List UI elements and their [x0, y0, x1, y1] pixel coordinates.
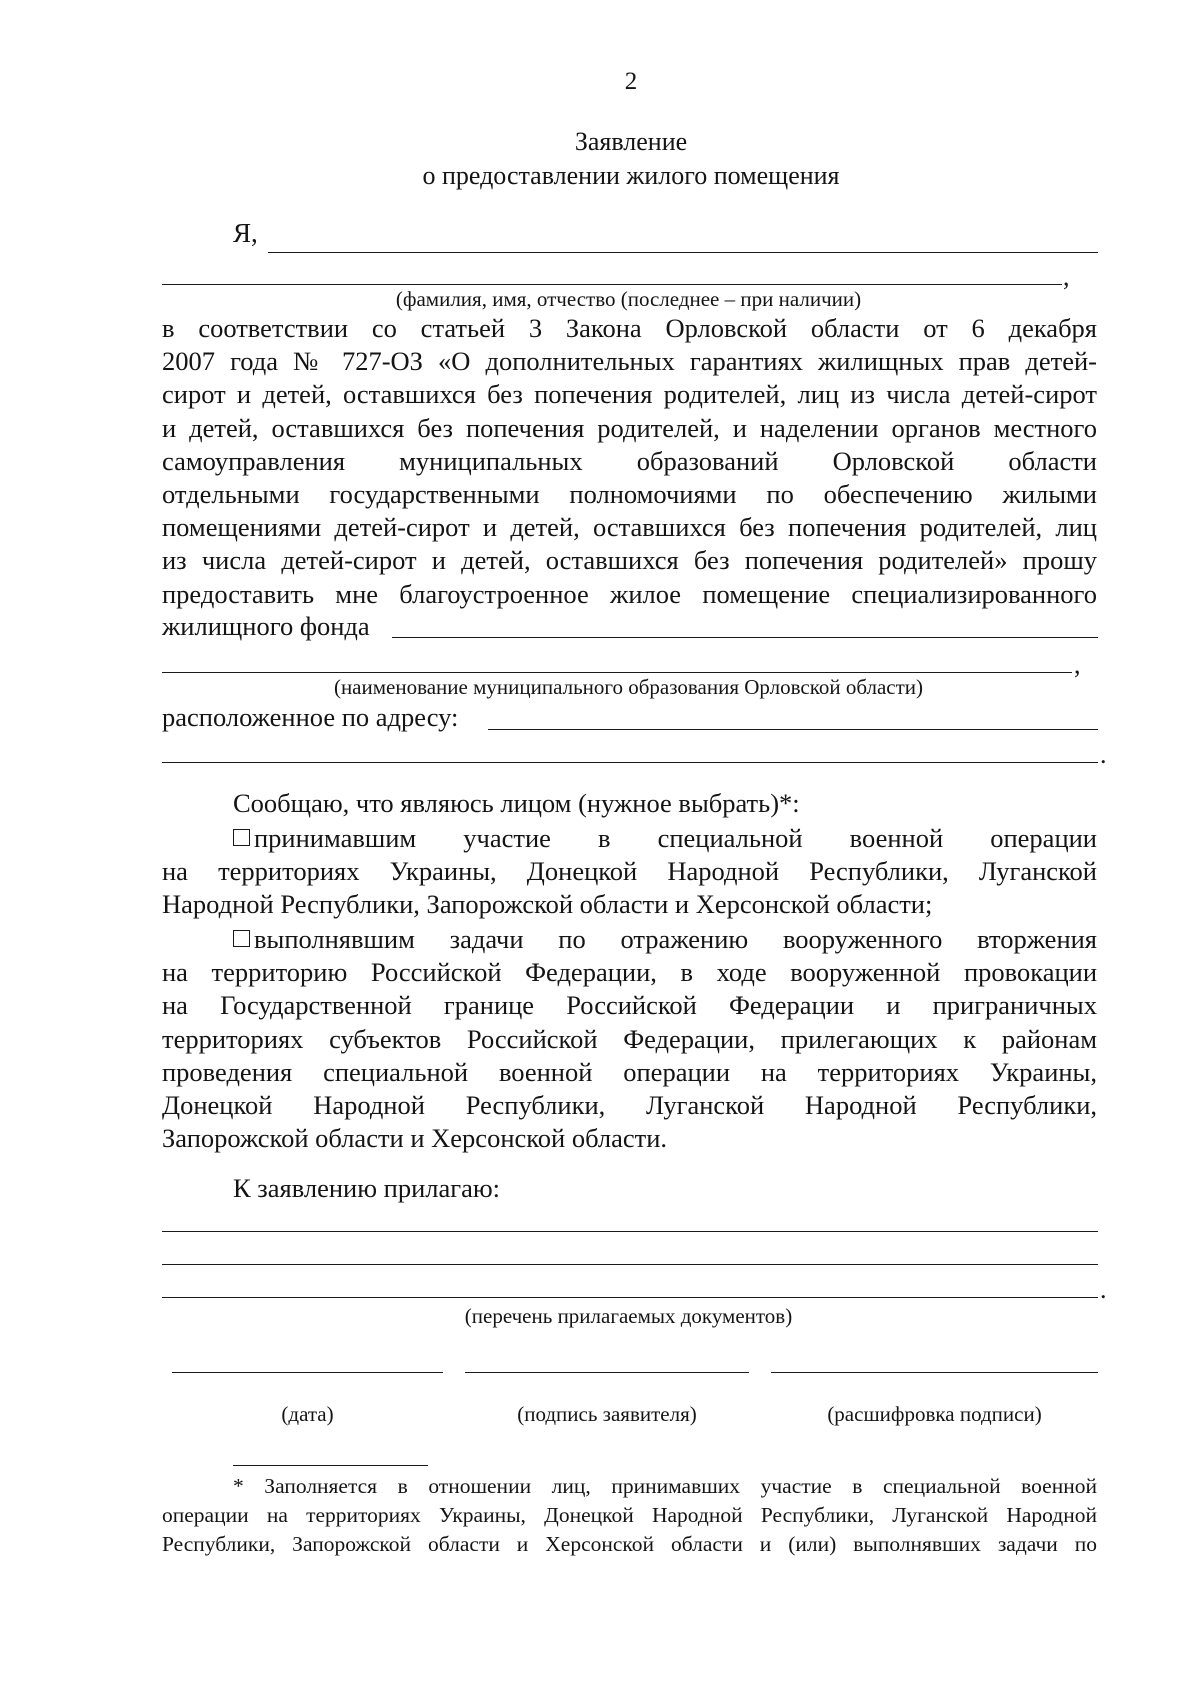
- footnote-line: Республики, Запорожской области и Херсонской области и (или) выполнявших задачи по: [162, 1532, 1097, 1556]
- option-1-line: на территориях Украины, Донецкой Народной Республики, Луганской: [162, 856, 1097, 887]
- body-line: самоуправления муниципальных образований Орловской области: [162, 445, 1097, 476]
- body-line: помещениями детей-сирот и детей, оставшихся без попечения родителей, лиц: [162, 512, 1097, 543]
- option-2-line: проведения специальной военной операции на территориях Украины,: [162, 1056, 1097, 1087]
- document-title: Заявление: [574, 127, 688, 156]
- signature-caption: (подпись заявителя): [517, 1402, 697, 1426]
- signature-decoding-field[interactable]: [771, 1372, 1098, 1373]
- option-2-line: на территорию Российской Федерации, в ходе вооруженной провокации: [162, 957, 1097, 988]
- option-2-line: Запорожской области и Херсонской области.: [162, 1123, 668, 1154]
- attachments-field-line2[interactable]: [162, 1264, 1098, 1265]
- attachments-period: .: [1100, 1275, 1107, 1304]
- fund-label: жилищного фонда: [162, 611, 370, 641]
- applicant-comma: ,: [1063, 262, 1070, 291]
- status-option-2: [162, 923, 1097, 1155]
- option-1-line: Народной Республики, Запорожской области и Херсонской области;: [162, 889, 933, 920]
- footnote-line: операции на территориях Украины, Донецкой Народной Республики, Луганской Народной: [162, 1503, 1097, 1527]
- signature-decoding-caption: (расшифровка подписи): [827, 1402, 1042, 1426]
- option-2-first-line: [162, 923, 1097, 956]
- option-2-text: выполнявшим задачи по отражению вооруженного вторжения: [254, 924, 1097, 954]
- applicant-name-field-line1[interactable]: [268, 252, 1098, 253]
- applicant-prefix: Я,: [233, 218, 258, 248]
- body-line: в соответствии со статьей 3 Закона Орловской области от 6 декабря: [162, 313, 1097, 343]
- document-subtitle: о предоставлении жилого помещения: [422, 161, 840, 190]
- body-line: сирот и детей, оставшихся без попечения родителей, лиц из числа детей-сирот: [162, 379, 1097, 410]
- status-option-1: [162, 822, 1097, 922]
- address-field-line2[interactable]: [162, 762, 1098, 763]
- attachments-caption: (перечень прилагаемых документов): [464, 1304, 793, 1328]
- option-2-line: Донецкой Народной Республики, Луганской Народной Республики,: [162, 1090, 1097, 1121]
- body-line: из числа детей-сирот и детей, оставшихся без попечения родителей» прошу: [162, 545, 1097, 576]
- footnote-line: * Заполняется в отношении лиц, принимавших участие в специальной военной: [233, 1474, 1097, 1498]
- attachments-label: К заявлению прилагаю:: [233, 1173, 501, 1203]
- signature-field[interactable]: [465, 1372, 749, 1373]
- option-1-first-line: [162, 822, 1097, 855]
- footnote-separator: [233, 1465, 428, 1466]
- option-2-line: территориях субъектов Российской Федерации, прилегающих к районам: [162, 1023, 1097, 1054]
- body-paragraph: [162, 312, 1097, 611]
- body-line: предоставить мне благоустроенное жилое помещение специализированного: [162, 578, 1097, 609]
- date-field[interactable]: [172, 1372, 443, 1373]
- fund-comma: ,: [1074, 650, 1081, 679]
- body-line: 2007 года № 727-ОЗ «О дополнительных гарантиях жилищных прав детей-: [162, 346, 1097, 377]
- option-2-line: на Государственной границе Российской Федерации и приграничных: [162, 990, 1097, 1021]
- option-1-text: принимавшим участие в специальной военной операции: [254, 823, 1097, 853]
- attachments-field-line1[interactable]: [162, 1231, 1098, 1232]
- address-field-line1[interactable]: [488, 729, 1098, 730]
- fund-field-line2[interactable]: [162, 672, 1072, 673]
- applicant-caption: (фамилия, имя, отчество (последнее – при наличии): [395, 287, 862, 311]
- body-line: отдельными государственными полномочиями по обеспечению жилыми: [162, 479, 1097, 510]
- date-caption: (дата): [281, 1402, 334, 1426]
- footnote: [162, 1472, 1097, 1559]
- applicant-name-field-line2[interactable]: [162, 284, 1062, 285]
- option-1-checkbox[interactable]: [233, 829, 250, 846]
- status-intro: Сообщаю, что являюсь лицом (нужное выбрать)*:: [233, 788, 800, 818]
- body-line: и детей, оставшихся без попечения родителей, и наделении органов местного: [162, 412, 1097, 443]
- page-number: 2: [624, 68, 638, 95]
- option-2-checkbox[interactable]: [233, 930, 250, 947]
- fund-field-line1[interactable]: [392, 637, 1098, 638]
- fund-caption: (наименование муниципального образования Орловской области): [333, 675, 924, 699]
- attachments-field-line3[interactable]: [162, 1297, 1098, 1298]
- address-label: расположенное по адресу:: [162, 702, 459, 732]
- address-period: .: [1100, 740, 1107, 769]
